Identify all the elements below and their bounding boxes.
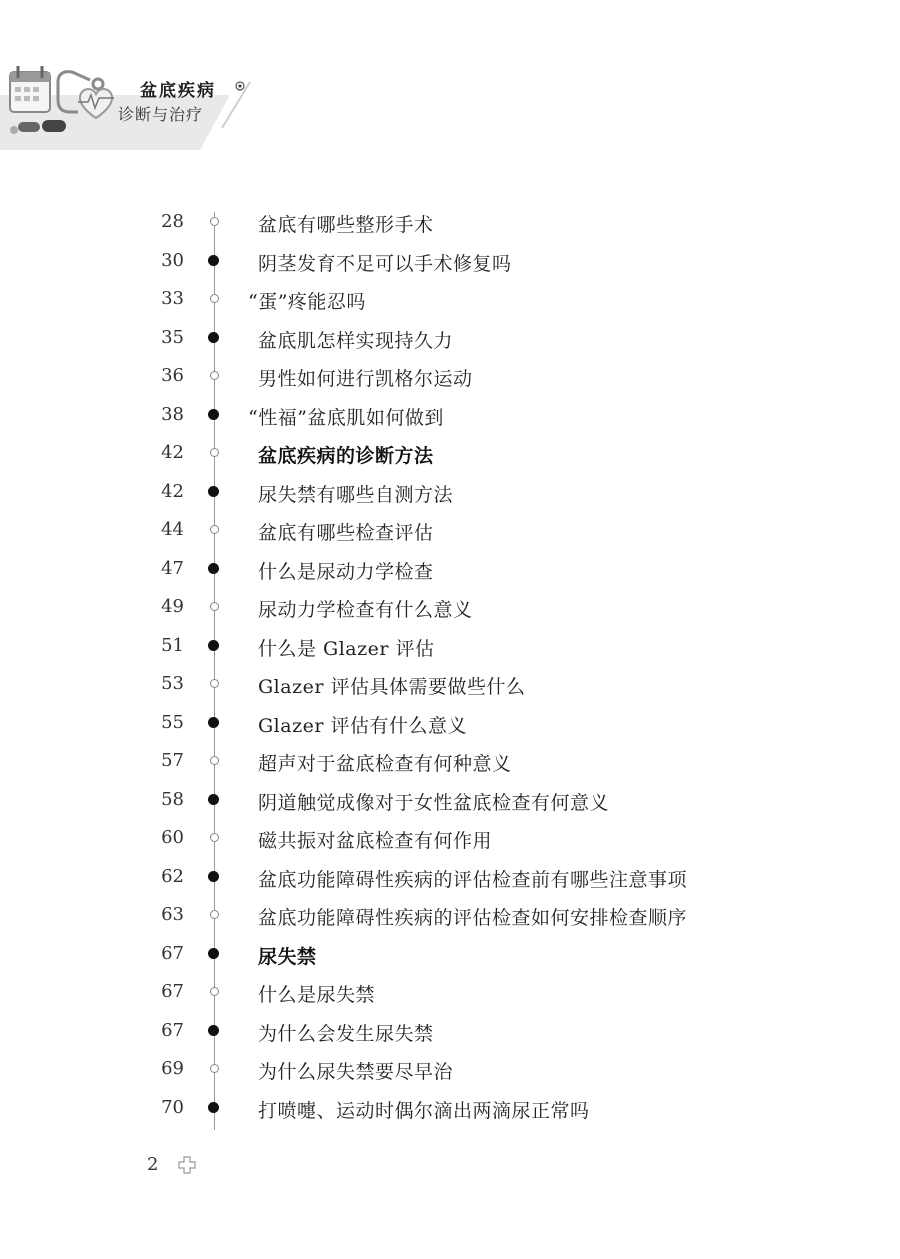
toc-page-number: 47 bbox=[161, 557, 184, 579]
hollow-dot-icon bbox=[210, 371, 219, 380]
toc-entry-title: 超声对于盆底检查有何种意义 bbox=[258, 753, 512, 775]
toc-page-number: 60 bbox=[161, 827, 184, 848]
toc-page-number: 51 bbox=[161, 634, 184, 656]
toc-page-number: 30 bbox=[161, 249, 184, 271]
toc-entry[interactable] bbox=[0, 704, 900, 742]
page-number: 2 bbox=[147, 1154, 159, 1175]
toc-page-number: 62 bbox=[161, 865, 184, 887]
toc-page-number: 42 bbox=[161, 442, 184, 463]
hollow-dot-icon bbox=[210, 756, 219, 765]
toc-entry-title: “性福”盆底肌如何做到 bbox=[248, 406, 444, 429]
toc-page-number: 38 bbox=[161, 403, 184, 425]
toc-entry[interactable] bbox=[0, 973, 900, 1011]
calendar-icon bbox=[10, 66, 50, 112]
toc-section-heading: 尿失禁 bbox=[258, 945, 317, 968]
toc-entry-title: 男性如何进行凯格尔运动 bbox=[258, 368, 473, 390]
book-title: 盆底疾病 bbox=[140, 81, 216, 101]
filled-dot-icon bbox=[208, 871, 219, 882]
toc-entry[interactable] bbox=[0, 473, 900, 511]
hollow-dot-icon bbox=[210, 910, 219, 919]
toc-entry-title: 盆底功能障碍性疾病的评估检查前有哪些注意事项 bbox=[258, 868, 688, 891]
hollow-dot-icon bbox=[210, 448, 219, 457]
filled-dot-icon bbox=[208, 948, 219, 959]
toc-entry[interactable] bbox=[0, 396, 900, 434]
toc-entry-title: “蛋”疼能忍吗 bbox=[248, 291, 366, 313]
toc-entry[interactable] bbox=[0, 1012, 900, 1050]
toc-entry[interactable] bbox=[0, 1089, 900, 1127]
hollow-dot-icon bbox=[210, 987, 219, 996]
toc-entry-title: 为什么尿失禁要尽早治 bbox=[258, 1061, 454, 1083]
filled-dot-icon bbox=[208, 332, 219, 343]
filled-dot-icon bbox=[208, 717, 219, 728]
toc-page-number: 57 bbox=[161, 750, 184, 771]
toc-entry-title: 阴道触觉成像对于女性盆底检查有何意义 bbox=[258, 791, 610, 814]
toc-entry[interactable] bbox=[0, 242, 900, 280]
toc-page-number: 58 bbox=[161, 788, 184, 810]
toc-page-number: 63 bbox=[161, 904, 184, 925]
toc-page-number: 70 bbox=[161, 1096, 184, 1118]
toc-section-heading: 盆底疾病的诊断方法 bbox=[258, 445, 434, 467]
hollow-dot-icon bbox=[210, 525, 219, 534]
hollow-dot-icon bbox=[210, 1064, 219, 1073]
filled-dot-icon bbox=[208, 1102, 219, 1113]
toc-entry[interactable] bbox=[0, 935, 900, 973]
toc-entry-title: 为什么会发生尿失禁 bbox=[258, 1022, 434, 1045]
toc-entry[interactable] bbox=[0, 280, 900, 318]
hollow-dot-icon bbox=[210, 217, 219, 226]
toc-entry-title: 盆底功能障碍性疾病的评估检查如何安排检查顺序 bbox=[258, 907, 688, 929]
toc-page-number: 35 bbox=[161, 326, 184, 348]
toc-entry[interactable] bbox=[0, 896, 900, 934]
toc-entry[interactable] bbox=[0, 1050, 900, 1088]
toc-page-number: 53 bbox=[161, 673, 184, 694]
filled-dot-icon bbox=[208, 486, 219, 497]
toc-entry[interactable] bbox=[0, 550, 900, 588]
hollow-dot-icon bbox=[210, 679, 219, 688]
toc-page-number: 49 bbox=[161, 596, 184, 617]
toc-page-number: 67 bbox=[161, 981, 184, 1002]
filled-dot-icon bbox=[208, 1025, 219, 1036]
toc-entry[interactable] bbox=[0, 858, 900, 896]
toc-entry[interactable] bbox=[0, 203, 900, 241]
filled-dot-icon bbox=[208, 794, 219, 805]
filled-dot-icon bbox=[208, 563, 219, 574]
toc-page-number: 69 bbox=[161, 1058, 184, 1079]
toc-entry-title: 尿失禁有哪些自测方法 bbox=[258, 483, 454, 506]
hollow-dot-icon bbox=[210, 294, 219, 303]
filled-dot-icon bbox=[208, 409, 219, 420]
toc-page-number: 44 bbox=[161, 519, 184, 540]
hollow-dot-icon bbox=[210, 602, 219, 611]
book-subtitle: 诊断与治疗 bbox=[118, 105, 204, 124]
filled-dot-icon bbox=[208, 255, 219, 266]
toc-entry-title: 什么是尿动力学检查 bbox=[258, 560, 434, 583]
page-header bbox=[0, 0, 300, 160]
header-slash bbox=[222, 82, 250, 128]
toc-entry[interactable] bbox=[0, 357, 900, 395]
toc-entry[interactable] bbox=[0, 742, 900, 780]
toc-entry[interactable] bbox=[0, 665, 900, 703]
hollow-dot-icon bbox=[210, 833, 219, 842]
toc-page-number: 67 bbox=[161, 1019, 184, 1041]
toc-entry-title: 盆底肌怎样实现持久力 bbox=[258, 329, 454, 352]
toc-entry[interactable] bbox=[0, 319, 900, 357]
toc-page-number: 42 bbox=[161, 480, 184, 502]
filled-dot-icon bbox=[208, 640, 219, 651]
toc-entry-title: 什么是尿失禁 bbox=[258, 984, 376, 1006]
toc-entry-title: 盆底有哪些检查评估 bbox=[258, 522, 434, 544]
toc-entry[interactable] bbox=[0, 588, 900, 626]
toc-entry-title: 什么是 Glazer 评估 bbox=[258, 637, 435, 660]
toc-entry-title: 打喷嚏、运动时偶尔滴出两滴尿正常吗 bbox=[258, 1099, 590, 1122]
toc-entry[interactable] bbox=[0, 819, 900, 857]
toc-entry[interactable] bbox=[0, 781, 900, 819]
plus-outline-icon bbox=[178, 1156, 196, 1174]
toc-entry-title: 阴茎发育不足可以手术修复吗 bbox=[258, 252, 512, 275]
toc-page-number: 33 bbox=[161, 288, 184, 309]
toc-entry[interactable] bbox=[0, 434, 900, 472]
toc-entry-title: 盆底有哪些整形手术 bbox=[258, 214, 434, 236]
toc-page-number: 36 bbox=[161, 365, 184, 386]
toc-entry-title: Glazer 评估具体需要做些什么 bbox=[258, 676, 526, 698]
toc-entry-title: 磁共振对盆底检查有何作用 bbox=[258, 830, 493, 852]
toc-entry[interactable] bbox=[0, 627, 900, 665]
toc-entry[interactable] bbox=[0, 511, 900, 549]
toc-entry-title: Glazer 评估有什么意义 bbox=[258, 714, 467, 737]
toc-page-number: 28 bbox=[161, 211, 184, 232]
toc-page-number: 55 bbox=[161, 711, 184, 733]
toc-entry-title: 尿动力学检查有什么意义 bbox=[258, 599, 473, 621]
title-dot-icon bbox=[236, 82, 244, 90]
toc-page-number: 67 bbox=[161, 942, 184, 964]
